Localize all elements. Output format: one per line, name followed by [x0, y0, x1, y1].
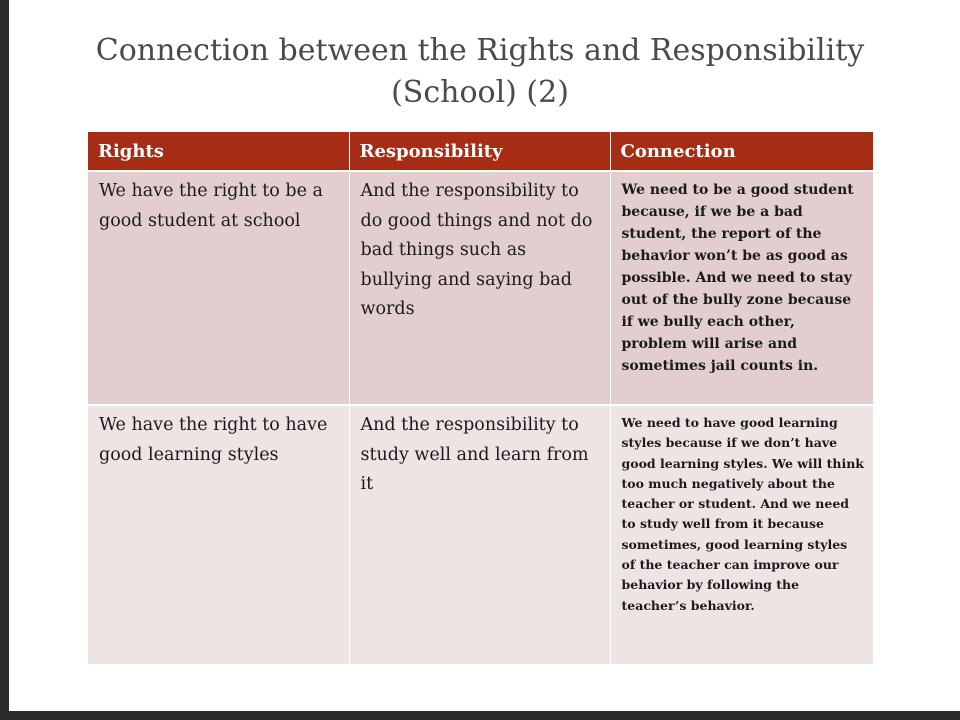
cell-connection	[610, 171, 873, 405]
table-row	[88, 405, 873, 664]
cell-connection	[610, 405, 873, 664]
header-connection: Connection	[610, 132, 873, 171]
table-row	[88, 171, 873, 405]
cell-rights	[88, 171, 349, 405]
left-decorative-bar	[0, 0, 9, 720]
cell-rights-text: We have the right to be a good student at school	[99, 181, 323, 231]
cell-responsibility	[349, 171, 610, 405]
cell-responsibility	[349, 405, 610, 664]
header-rights: Rights	[88, 132, 349, 171]
rights-responsibility-table	[88, 132, 873, 664]
cell-connection-text: We need to be a good student because, if we be a bad student, the report of the behavior won’t be as good as possible. And we need to stay out of the bully zone because if we bully each other, problem will arise and sometimes jail counts in.	[621, 182, 854, 374]
cell-rights	[88, 405, 349, 664]
header-responsibility: Responsibility	[349, 132, 610, 171]
cell-rights-text: We have the right to have good learning styles	[99, 415, 328, 465]
cell-responsibility-text: And the responsibility to study well and learn from it	[360, 415, 589, 494]
cell-connection-text: We need to have good learning styles because if we don’t have good learning styles. We will think too much negatively about the teacher or student. And we need to study well from it because sometimes, good learning styles of the teacher can improve our behavior by following the teacher’s behavior.	[621, 415, 864, 613]
bottom-decorative-bar	[0, 711, 960, 720]
page-title: Connection between the Rights and Responsibility (School) (2)	[95, 33, 865, 110]
table-header-row	[88, 132, 873, 171]
cell-responsibility-text: And the responsibility to do good things and not do bad things such as bullying and saying bad words	[360, 181, 593, 319]
